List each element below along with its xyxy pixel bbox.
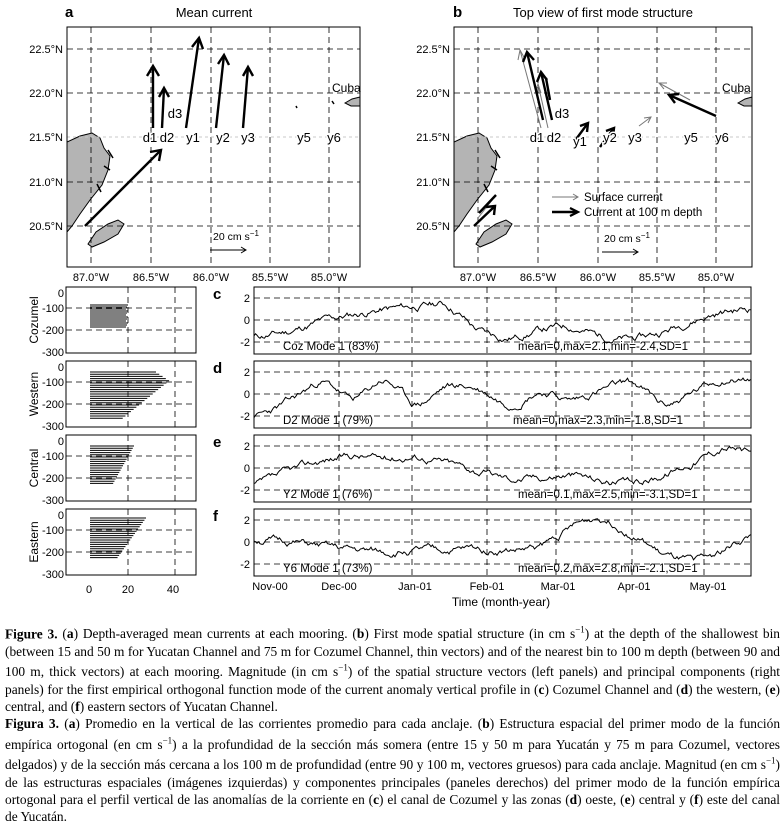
station-label: y6	[327, 130, 341, 145]
legend-surface: Surface current	[584, 192, 663, 204]
depth-tick-label: 0	[57, 362, 64, 374]
stats-label: mean=0.1,max=2.5,min=-3.1,SD=1	[518, 489, 698, 501]
panel-a	[29, 4, 361, 284]
timeseries-line-e	[254, 447, 751, 485]
pc-tick-label: -2	[240, 485, 250, 497]
scale-label: 20 cm s	[604, 233, 641, 245]
lat-tick-label: 21.0°N	[416, 177, 450, 189]
timeseries-panel-f	[213, 508, 751, 576]
depth-tick-label: -200	[41, 547, 64, 559]
left-panel-central	[27, 435, 196, 507]
time-tick-label: May-01	[689, 581, 727, 593]
time-tick-label: Mar-01	[540, 581, 576, 593]
left-panel-ylabel: Western	[27, 371, 41, 417]
left-panel-ylabel: Central	[27, 448, 41, 488]
time-axis-title: Time (month-year)	[451, 595, 551, 609]
depth-tick-label: -100	[41, 525, 64, 537]
station-label: y3	[628, 130, 642, 145]
timeseries-line-d	[254, 378, 751, 418]
time-tick-label: Apr-01	[617, 581, 651, 593]
depth-tick-label: -100	[41, 451, 64, 463]
pc-tick-label: -2	[240, 337, 250, 349]
depth-tick-label: -300	[41, 495, 64, 507]
station-label: y6	[715, 130, 729, 145]
depth-tick-label: -200	[41, 399, 64, 411]
lon-tick-label: 85.5°W	[251, 272, 289, 284]
panel-b-lon-labels	[460, 272, 735, 284]
pc-tick-label: -2	[240, 411, 250, 423]
pc-tick-label: 2	[243, 441, 250, 453]
pc-tick-label: 0	[243, 463, 250, 475]
panel-b	[416, 4, 752, 284]
station-label: d2	[159, 130, 175, 145]
lat-tick-label: 22.5°N	[29, 44, 63, 56]
station-label: y3	[241, 130, 255, 145]
caption-text: (a) Promedio en la vertical de las corrientes promedio para cada anclaje. (b) Estructura espacial del primer modo de la función empírica ortogonal (en cm $s^{-1}$) a la profundidad de la sección más somera (entre 15 y 50 m para Yucatán y 75 m para Cozumel, vectores delgados) y de la sección más cercana a los 100 m de profundidad (entre 90 y 100 m, vectores gruesos) para cada anclaje. Magnitud (en cm $s^{-1}$) de las estructuras espaciales (imágenes izquierdas) y componentes principales (paneles derechos) del primer modo de la función empírica ortogonal para el perfil vertical de las anomalías de la corriente en (c) el canal de Cozumel y las zonas (d) oeste, (e) central y (f) este del canal de Yucatán.	[5, 715, 781, 824]
depth-tick-label: -100	[41, 303, 64, 315]
depth-tick-label: -200	[41, 473, 64, 485]
caption-label: Figura 3.	[5, 715, 59, 731]
timeseries-panel-e	[213, 434, 751, 502]
panel-b-map	[454, 27, 752, 267]
caption-spanish	[5, 715, 780, 825]
lon-tick-label: 86.5°W	[519, 272, 557, 284]
station-label: y2	[216, 130, 230, 145]
scale-sup: −1	[249, 229, 259, 238]
pc-tick-label: 2	[243, 515, 250, 527]
panel-b-lat-labels	[416, 44, 450, 233]
panel-a-title: Mean current	[175, 5, 253, 20]
station-label: y1	[186, 130, 200, 145]
lat-tick-label: 20.5°N	[29, 221, 63, 233]
panel-a-lat-labels	[29, 44, 63, 233]
station-label: d3	[167, 106, 183, 121]
caption-label: Figure 3.	[5, 626, 58, 642]
timeseries-panel-c	[213, 286, 751, 354]
caption-text: (a) Depth-averaged mean currents at each mooring. (b) First mode spatial structure (in cm $s^{-1}$) at the depth of the shallowest bin (between 15 and 50 m for Yucatan Channel and 75 m for Cozumel Channel, thin vectors) and of the nearest bin to 100 m depth (between 90 and 100 m, thick vectors) at each mooring. Magnitude (in cm $s^{-1}$) of the spatial structure vectors (left panels) and principal components (right panels) for the first empirical orthogonal function mode of the current anomaly vertical profile in (c) Cozumel Channel and (d) the western, (e) central, and (f) eastern sectors of Yucatan Channel.	[5, 625, 781, 714]
lon-tick-label: 87.0°W	[72, 272, 110, 284]
stats-label: mean=0,max=2.3,min=-1.8,SD=1	[513, 415, 684, 427]
lon-tick-label: 86.0°W	[192, 272, 230, 284]
panel-b-letter: b	[453, 4, 463, 21]
depth-tick-label: 0	[57, 288, 64, 300]
panel-a-lon-labels	[73, 272, 348, 284]
depth-tick-label: 0	[57, 436, 64, 448]
stats-label: mean=0.2,max=2.8,min=-2.1,SD=1	[518, 563, 698, 575]
station-label: d1	[142, 130, 158, 145]
lon-tick-label: 87.0°W	[459, 272, 497, 284]
panel-letter: c	[213, 286, 222, 303]
cuba-label-a: Cuba	[332, 81, 361, 95]
lat-tick-label: 21.0°N	[29, 177, 63, 189]
magnitude-tick-label: 40	[166, 584, 180, 596]
station-label: y5	[684, 130, 698, 145]
lon-tick-label: 85.5°W	[638, 272, 676, 284]
lon-tick-label: 86.0°W	[579, 272, 617, 284]
pc-tick-label: 2	[243, 293, 250, 305]
depth-tick-label: -300	[41, 569, 64, 581]
time-tick-label: Jan-01	[398, 581, 432, 593]
depth-tick-label: -300	[41, 421, 64, 433]
station-label: y2	[603, 130, 617, 145]
lat-tick-label: 21.5°N	[29, 132, 63, 144]
station-label: d2	[546, 130, 562, 145]
right-panels	[213, 286, 751, 609]
lat-tick-label: 21.5°N	[416, 132, 450, 144]
pc-tick-label: 0	[243, 537, 250, 549]
profile-bars-western	[90, 372, 169, 418]
station-label: d1	[529, 130, 545, 145]
timeseries-line-c	[254, 301, 751, 343]
left-panels	[27, 287, 196, 596]
panel-b-title: Top view of first mode structure	[513, 5, 693, 20]
lat-tick-label: 22.0°N	[29, 88, 63, 100]
left-panel-western	[27, 361, 196, 433]
pc-tick-label: 0	[243, 315, 250, 327]
panel-letter: f	[213, 508, 218, 525]
left-panel-eastern	[27, 509, 196, 581]
panel-letter: d	[213, 360, 223, 377]
caption-english	[5, 622, 780, 715]
pc-tick-label: 0	[243, 389, 250, 401]
time-tick-label: Dec-00	[321, 581, 357, 593]
lon-tick-label: 85.0°W	[697, 272, 735, 284]
station-label: y5	[297, 130, 311, 145]
left-panel-ylabel: Cozumel	[27, 296, 41, 344]
panel-letter: e	[213, 434, 222, 451]
pc-tick-label: 2	[243, 367, 250, 379]
time-tick-label: Feb-01	[469, 581, 505, 593]
cuba-label-b: Cuba	[722, 81, 751, 95]
scale-sup: −1	[640, 231, 650, 240]
timeseries-line-f	[254, 519, 751, 560]
mode-label: D2 Mode 1 (79%)	[283, 415, 374, 427]
lat-tick-label: 22.5°N	[416, 44, 450, 56]
lat-tick-label: 20.5°N	[416, 221, 450, 233]
left-panel-ylabel: Eastern	[27, 521, 41, 563]
depth-tick-label: -300	[41, 347, 64, 359]
depth-tick-label: -100	[41, 377, 64, 389]
mode-label: Y2 Mode 1 (76%)	[283, 489, 373, 501]
depth-tick-label: 0	[57, 510, 64, 522]
left-panel-cozumel	[27, 287, 196, 359]
left-panels-xticks	[86, 584, 179, 596]
magnitude-tick-label: 20	[121, 584, 135, 596]
station-label: d3	[554, 106, 570, 121]
scale-label: 20 cm s	[213, 231, 250, 243]
timeseries-panel-d	[213, 360, 751, 428]
lon-tick-label: 85.0°W	[310, 272, 348, 284]
magnitude-tick-label: 0	[85, 584, 93, 596]
legend-100m: Current at 100 m depth	[584, 207, 703, 219]
mode-label: Coz Mode 1 (83%)	[283, 341, 379, 353]
mode-label: Y6 Mode 1 (73%)	[283, 563, 373, 575]
time-axis-ticks	[252, 581, 726, 593]
lon-tick-label: 86.5°W	[132, 272, 170, 284]
panel-a-letter: a	[65, 4, 74, 21]
station-label: y1	[573, 134, 587, 149]
pc-tick-label: -2	[240, 559, 250, 571]
figure-caption	[5, 622, 780, 825]
depth-tick-label: -200	[41, 325, 64, 337]
stats-label: mean=0,max=2.1,min=-2.4,SD=1	[518, 341, 689, 353]
lat-tick-label: 22.0°N	[416, 88, 450, 100]
time-tick-label: Nov-00	[252, 581, 288, 593]
